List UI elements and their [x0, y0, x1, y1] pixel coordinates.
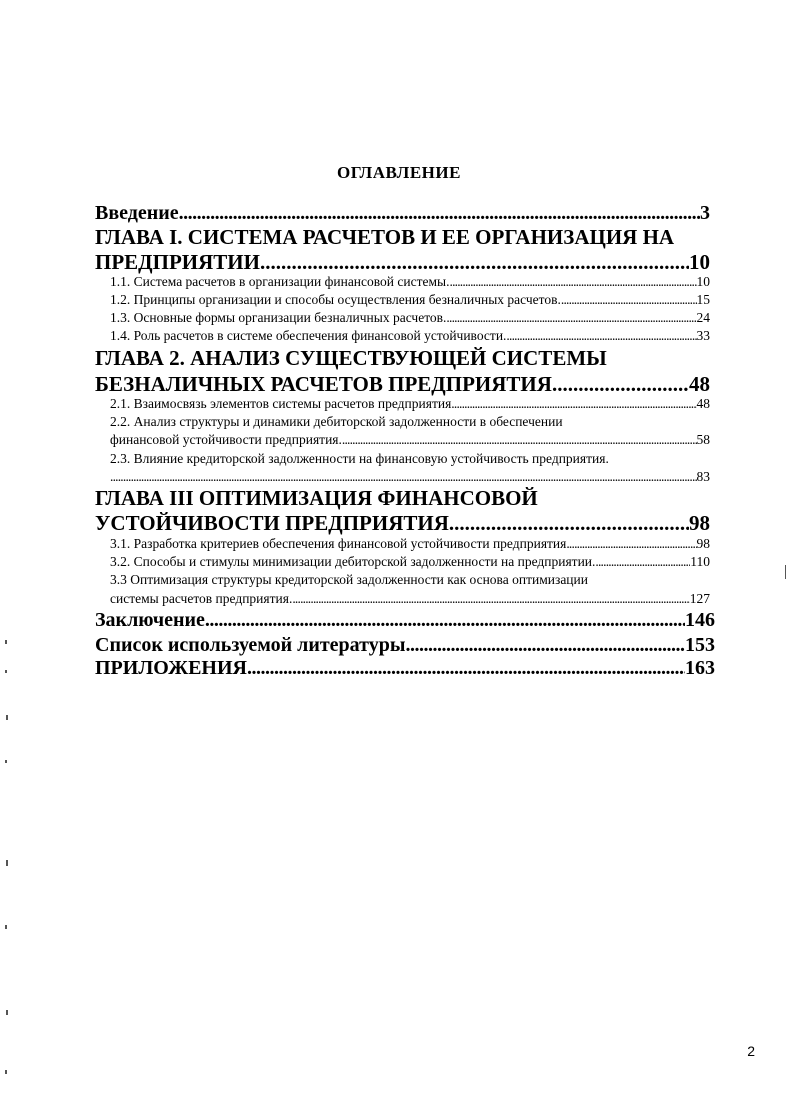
toc-entry-label: Введение	[95, 202, 179, 224]
toc-entry-page: 48	[689, 372, 710, 396]
toc-entry-page: 15	[696, 292, 710, 307]
leader-dots	[342, 432, 697, 448]
toc-entry-intro[interactable]	[95, 202, 710, 225]
toc-entry-label: 1.3. Основные формы организации безналичных расчетов.	[110, 310, 447, 325]
toc-entry-section-1-2[interactable]	[110, 292, 710, 308]
toc-entry-label: 1.4. Роль расчетов в системе обеспечения финансовой устойчивости.	[110, 328, 507, 343]
toc-entry-label: 3.1. Разработка критериев обеспечения финансовой устойчивости предприятия	[110, 536, 567, 551]
toc-entry-chapter-2[interactable]	[95, 372, 710, 397]
scan-artifact	[5, 1070, 7, 1074]
toc-entry-label: 3.2. Способы и стимулы минимизации дебиторской задолженности на предприятии.	[110, 554, 596, 569]
toc-entry-section-3-3-line1[interactable]: 3.3 Оптимизация структуры кредиторской задолженности как основа оптимизации	[110, 572, 588, 587]
scan-artifact	[785, 565, 786, 579]
leader-dots	[449, 511, 689, 536]
scan-artifact	[5, 670, 7, 673]
toc-entry-section-3-3[interactable]	[110, 591, 710, 607]
chapter-3-title-line1[interactable]: ГЛАВА III ОПТИМИЗАЦИЯ ФИНАНСОВОЙ	[95, 486, 538, 510]
leader-dots	[247, 657, 685, 680]
toc-entry-page: 146	[685, 609, 715, 631]
toc-entry-conclusion[interactable]	[95, 609, 715, 632]
leader-dots	[566, 536, 696, 552]
toc-entry-section-2-1[interactable]	[110, 396, 710, 412]
leader-dots	[260, 250, 689, 275]
toc-entry-label: 1.2. Принципы организации и способы осуществления безналичных расчетов.	[110, 292, 561, 307]
scan-artifact	[6, 860, 8, 866]
scan-artifact	[6, 1010, 8, 1015]
toc-entry-label: Список используемой литературы	[95, 634, 406, 656]
toc-entry-section-1-1[interactable]	[110, 274, 710, 290]
toc-entry-section-2-3[interactable]	[110, 469, 710, 485]
leader-dots	[506, 328, 696, 344]
page-number: 2	[747, 1043, 755, 1059]
leader-dots	[446, 310, 696, 326]
toc-entry-page: 10	[696, 274, 710, 289]
toc-entry-label: БЕЗНАЛИЧНЫХ РАСЧЕТОВ ПРЕДПРИЯТИЯ	[95, 372, 552, 396]
toc-entry-page: 24	[696, 310, 710, 325]
toc-entry-page: 3	[700, 202, 710, 224]
leader-dots	[405, 634, 685, 657]
toc-entry-page: 98	[689, 511, 710, 535]
toc-entry-section-2-3-label[interactable]: 2.3. Влияние кредиторской задолженности на финансовую устойчивость предприятия.	[110, 451, 609, 466]
toc-entry-section-2-2-line1[interactable]: 2.2. Анализ структуры и динамики дебиторской задолженности в обеспечении	[110, 414, 563, 429]
scan-artifact	[5, 760, 7, 763]
toc-entry-label: системы расчетов предприятия.	[110, 591, 293, 606]
leader-dots	[205, 609, 685, 632]
scan-artifact	[5, 925, 7, 929]
toc-entry-page: 110	[690, 554, 710, 569]
toc-entry-section-3-2[interactable]	[110, 554, 710, 570]
toc-entry-page: 33	[696, 328, 710, 343]
toc-entry-page: 48	[696, 396, 710, 411]
toc-entry-section-1-3[interactable]	[110, 310, 710, 326]
leader-dots	[595, 554, 690, 570]
leader-dots	[450, 274, 697, 290]
leader-dots	[179, 202, 700, 225]
toc-entry-label: финансовой устойчивости предприятия.	[110, 432, 342, 447]
toc-entry-chapter-3[interactable]	[95, 511, 710, 536]
leader-dots	[292, 591, 689, 607]
chapter-1-title-line1[interactable]: ГЛАВА I. СИСТЕМА РАСЧЕТОВ И ЕЕ ОРГАНИЗАЦИЯ НА	[95, 225, 675, 249]
toc-entry-label: 1.1. Система расчетов в организации финансовой системы.	[110, 274, 450, 289]
toc-entry-page: 98	[696, 536, 710, 551]
toc-entry-chapter-1[interactable]	[95, 250, 710, 275]
toc-entry-section-1-4[interactable]	[110, 328, 710, 344]
toc-entry-label: ПРИЛОЖЕНИЯ	[95, 657, 247, 679]
toc-entry-page: 58	[696, 432, 710, 447]
toc-entry-page: 153	[685, 634, 715, 656]
toc-entry-label: УСТОЙЧИВОСТИ ПРЕДПРИЯТИЯ	[95, 511, 449, 535]
leader-dots	[110, 469, 697, 485]
scan-artifact	[6, 715, 8, 720]
toc-entry-label: ПРЕДПРИЯТИИ	[95, 250, 260, 274]
toc-entry-section-2-2[interactable]	[110, 432, 710, 448]
leader-dots	[552, 372, 689, 397]
scan-artifact	[5, 640, 7, 644]
toc-entry-appendices[interactable]	[95, 657, 715, 680]
toc-entry-label: 2.1. Взаимосвязь элементов системы расчетов предприятия	[110, 396, 452, 411]
toc-entry-page: 163	[685, 657, 715, 679]
toc-title: ОГЛАВЛЕНИЕ	[337, 163, 461, 182]
toc-entry-label: Заключение	[95, 609, 205, 631]
toc-entry-page: 10	[689, 250, 710, 274]
toc-entry-page: 127	[689, 591, 710, 606]
toc-entry-references[interactable]	[95, 634, 715, 657]
chapter-2-title-line1[interactable]: ГЛАВА 2. АНАЛИЗ СУЩЕСТВУЮЩЕЙ СИСТЕМЫ	[95, 346, 607, 370]
toc-entry-section-3-1[interactable]	[110, 536, 710, 552]
leader-dots	[561, 292, 697, 308]
toc-entry-page: 83	[696, 469, 710, 484]
leader-dots	[451, 396, 696, 412]
